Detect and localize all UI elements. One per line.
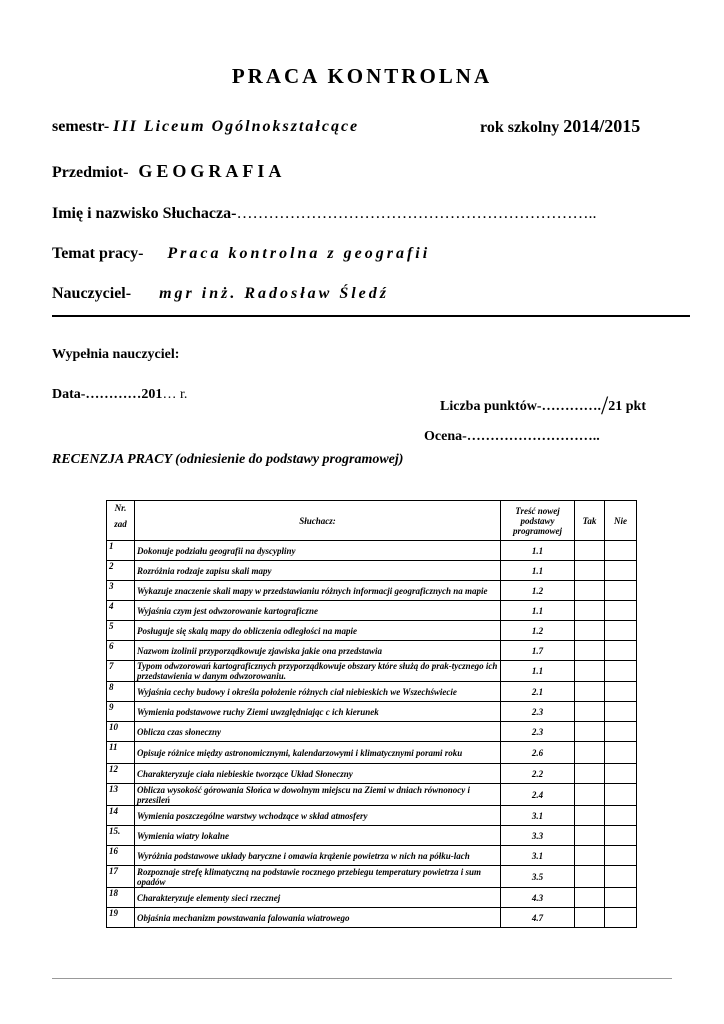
school-year-line <box>480 116 640 137</box>
row-no-cell[interactable] <box>605 581 637 601</box>
table-row <box>107 661 637 682</box>
row-number: 16 <box>107 846 135 866</box>
table-body <box>107 541 637 928</box>
row-description: Objaśnia mechanizm powstawania falowania wiatrowego <box>135 908 501 928</box>
row-curriculum-code: 1.1 <box>501 561 575 581</box>
row-curriculum-code: 2.3 <box>501 722 575 742</box>
subject-label: Przedmiot- <box>52 164 129 181</box>
row-description: Opisuje różnice między astronomicznymi, kalendarzowymi i klimatycznymi porami roku <box>135 742 501 764</box>
row-no-cell[interactable] <box>605 866 637 888</box>
row-curriculum-code: 2.2 <box>501 764 575 784</box>
row-number: 14 <box>107 806 135 826</box>
row-curriculum-code: 2.4 <box>501 784 575 806</box>
row-yes-cell[interactable] <box>575 641 605 661</box>
row-description: Charakteryzuje elementy sieci rzecznej <box>135 888 501 908</box>
row-no-cell[interactable] <box>605 621 637 641</box>
row-no-cell[interactable] <box>605 541 637 561</box>
row-curriculum-code: 3.1 <box>501 846 575 866</box>
row-yes-cell[interactable] <box>575 661 605 682</box>
row-number: 10 <box>107 722 135 742</box>
row-yes-cell[interactable] <box>575 888 605 908</box>
row-yes-cell[interactable] <box>575 826 605 846</box>
points-max: 21 pkt <box>608 399 646 414</box>
row-yes-cell[interactable] <box>575 682 605 702</box>
row-no-cell[interactable] <box>605 764 637 784</box>
date-label: Data-…………201 <box>52 387 163 402</box>
table-row <box>107 621 637 641</box>
table-row <box>107 888 637 908</box>
teacher-value: mgr inż. Radosław Śledź <box>159 285 390 302</box>
row-curriculum-code: 2.1 <box>501 682 575 702</box>
row-no-cell[interactable] <box>605 661 637 682</box>
row-yes-cell[interactable] <box>575 541 605 561</box>
topic-line <box>52 245 430 263</box>
row-yes-cell[interactable] <box>575 722 605 742</box>
row-number: 9 <box>107 702 135 722</box>
row-yes-cell[interactable] <box>575 621 605 641</box>
row-description: Posługuje się skalą mapy do obliczenia odległości na mapie <box>135 621 501 641</box>
footer-divider <box>52 978 672 979</box>
row-no-cell[interactable] <box>605 702 637 722</box>
row-curriculum-code: 1.2 <box>501 621 575 641</box>
table-row <box>107 866 637 888</box>
date-suffix: … r. <box>162 387 188 402</box>
teacher-line <box>52 285 389 303</box>
school-year-value: 2014/2015 <box>563 116 641 136</box>
row-number: 5 <box>107 621 135 641</box>
row-curriculum-code: 3.5 <box>501 866 575 888</box>
table-row <box>107 806 637 826</box>
row-curriculum-code: 1.2 <box>501 581 575 601</box>
row-number: 11 <box>107 742 135 764</box>
grade-field: Ocena-……………………….. <box>424 429 600 444</box>
row-no-cell[interactable] <box>605 742 637 764</box>
subject-value: GEOGRAFIA <box>138 161 286 181</box>
row-number: 19 <box>107 908 135 928</box>
row-number: 12 <box>107 764 135 784</box>
row-number: 13 <box>107 784 135 806</box>
table-row <box>107 764 637 784</box>
school-year-label: rok szkolny <box>480 119 564 136</box>
row-description: Dokonuje podziału geografii na dyscypliny <box>135 541 501 561</box>
header-no: Nie <box>605 501 637 541</box>
table-row <box>107 561 637 581</box>
row-yes-cell[interactable] <box>575 581 605 601</box>
teacher-label: Nauczyciel- <box>52 285 132 302</box>
table-row <box>107 826 637 846</box>
table-row <box>107 641 637 661</box>
row-curriculum-code: 1.1 <box>501 661 575 682</box>
teacher-fill-label: Wypełnia nauczyciel: <box>52 347 180 362</box>
row-no-cell[interactable] <box>605 888 637 908</box>
row-number: 6 <box>107 641 135 661</box>
semester-value: III Liceum Ogólnokształcące <box>113 118 360 135</box>
row-number: 17 <box>107 866 135 888</box>
table-row <box>107 601 637 621</box>
table-row <box>107 581 637 601</box>
row-no-cell[interactable] <box>605 722 637 742</box>
row-no-cell[interactable] <box>605 682 637 702</box>
row-no-cell[interactable] <box>605 641 637 661</box>
row-description: Wymienia podstawowe ruchy Ziemi uwzględniając c ich kierunek <box>135 702 501 722</box>
table-row <box>107 742 637 764</box>
topic-value: Praca kontrolna z geografii <box>167 245 431 262</box>
row-yes-cell[interactable] <box>575 866 605 888</box>
row-yes-cell[interactable] <box>575 784 605 806</box>
row-no-cell[interactable] <box>605 806 637 826</box>
row-yes-cell[interactable] <box>575 908 605 928</box>
row-curriculum-code: 1.7 <box>501 641 575 661</box>
row-number: 8 <box>107 682 135 702</box>
header-divider <box>52 315 690 317</box>
table-row <box>107 541 637 561</box>
semester-label: semestr- <box>52 118 110 135</box>
student-line <box>52 205 596 223</box>
table-row <box>107 846 637 866</box>
row-yes-cell[interactable] <box>575 742 605 764</box>
student-label: Imię i nazwisko Słuchacza- <box>52 205 237 222</box>
points-field <box>440 387 646 420</box>
row-description: Oblicza wysokość górowania Słońca w dowolnym miejscu na Ziemi w dniach równonocy i przesileń <box>135 784 501 806</box>
row-yes-cell[interactable] <box>575 601 605 621</box>
row-yes-cell[interactable] <box>575 702 605 722</box>
row-description: Rozpoznaje strefę klimatyczną na podstawie rocznego przebiegu temperatury powietrza i sum opadów <box>135 866 501 888</box>
row-curriculum-code: 2.3 <box>501 702 575 722</box>
review-heading: RECENZJA PRACY (odniesienie do podstawy programowej) <box>52 452 404 467</box>
table-row <box>107 682 637 702</box>
row-yes-cell[interactable] <box>575 846 605 866</box>
row-no-cell[interactable] <box>605 601 637 621</box>
student-dots: ………………………………………………………….. <box>236 205 597 222</box>
topic-label: Temat pracy- <box>52 245 144 262</box>
row-number: 15. <box>107 826 135 846</box>
row-description: Typom odwzorowań kartograficznych przyporządkowuje obszary które służą do prak-tycznego ich przedstawienia w danym odwzorowaniu. <box>135 661 501 682</box>
row-yes-cell[interactable] <box>575 764 605 784</box>
header-nr: Nr. zad <box>107 501 135 541</box>
page-title: PRACA KONTROLNA <box>231 64 493 88</box>
row-description: Wyróżnia podstawowe układy baryczne i omawia krążenie powietrza w nich na półku-lach <box>135 846 501 866</box>
row-yes-cell[interactable] <box>575 806 605 826</box>
row-description: Charakteryzuje ciała niebieskie tworzące Układ Słoneczny <box>135 764 501 784</box>
row-no-cell[interactable] <box>605 784 637 806</box>
table-row <box>107 908 637 928</box>
row-description: Wymienia wiatry lokalne <box>135 826 501 846</box>
row-curriculum-code: 3.1 <box>501 806 575 826</box>
row-description: Wyjaśnia czym jest odwzorowanie kartograficzne <box>135 601 501 621</box>
row-description: Wymienia poszczególne warstwy wchodzące w skład atmosfery <box>135 806 501 826</box>
row-no-cell[interactable] <box>605 826 637 846</box>
row-no-cell[interactable] <box>605 846 637 866</box>
header-student: Słuchacz: <box>135 501 501 541</box>
points-label: Liczba punktów-…………. <box>440 399 602 414</box>
row-description: Nazwom izolinii przyporządkowuje zjawiska jakie ona przedstawia <box>135 641 501 661</box>
row-curriculum-code: 2.6 <box>501 742 575 764</box>
row-number: 2 <box>107 561 135 581</box>
row-curriculum-code: 1.1 <box>501 541 575 561</box>
table-row <box>107 722 637 742</box>
row-number: 4 <box>107 601 135 621</box>
table-row <box>107 784 637 806</box>
semester-line <box>52 118 359 136</box>
row-yes-cell[interactable] <box>575 561 605 581</box>
row-number: 1 <box>107 541 135 561</box>
points-slash: / <box>601 391 609 420</box>
row-number: 7 <box>107 661 135 682</box>
row-no-cell[interactable] <box>605 908 637 928</box>
row-description: Rozróżnia rodzaje zapisu skali mapy <box>135 561 501 581</box>
row-curriculum-code: 4.3 <box>501 888 575 908</box>
row-curriculum-code: 4.7 <box>501 908 575 928</box>
row-curriculum-code: 3.3 <box>501 826 575 846</box>
row-description: Wykazuje znaczenie skali mapy w przedstawianiu różnych informacji geograficznych na mapie <box>135 581 501 601</box>
row-description: Oblicza czas słoneczny <box>135 722 501 742</box>
row-description: Wyjaśnia cechy budowy i określa położenie różnych ciał niebieskich we Wszechświecie <box>135 682 501 702</box>
table-row <box>107 702 637 722</box>
row-curriculum-code: 1.1 <box>501 601 575 621</box>
table-header-row <box>107 501 637 541</box>
header-content: Treść nowej podstawy programowej <box>501 501 575 541</box>
review-table <box>106 500 637 928</box>
row-no-cell[interactable] <box>605 561 637 581</box>
row-number: 18 <box>107 888 135 908</box>
row-number: 3 <box>107 581 135 601</box>
subject-line <box>52 161 285 182</box>
date-field <box>52 387 187 403</box>
header-yes: Tak <box>575 501 605 541</box>
